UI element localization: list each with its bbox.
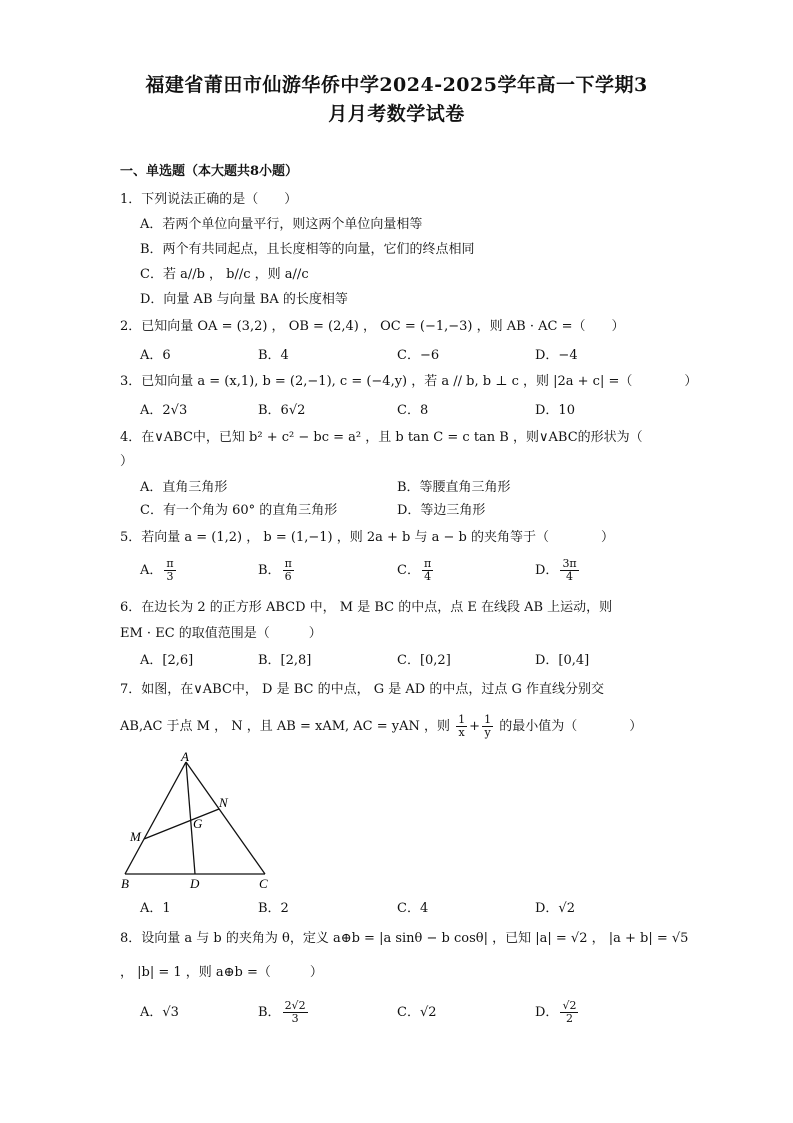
q8-option-a: A．√3 — [140, 1005, 179, 1020]
q7-option-d: D．√2 — [535, 901, 575, 916]
q5-b-numerator: π — [284, 557, 292, 570]
q5-option-c-fraction — [422, 558, 433, 583]
q5-option-d-fraction — [560, 558, 578, 583]
title-line-1: 福建省莆田市仙游华侨中学2024-2025学年高一下学期3 — [145, 74, 648, 96]
q7-stem-line-2: AB,AC 于点 M ， N ，且 AB = xAM, AC = yAN ，则 $\frac{1}{x}$ + $\frac{1}{y}$ 的最小值为（ ） — [120, 713, 643, 739]
q4-stem-line-1: 4．在∨ABC中，已知 b² + c² − bc = a² ，且 b tan C = c tan B ，则∨ABC的形状为（ — [120, 430, 643, 445]
q1-option-b: B．两个有共同起点，且长度相等的向量，它们的终点相同 — [140, 242, 475, 257]
q6-option-c: C．[0,2] — [397, 653, 451, 668]
q8-d-denominator: 2 — [565, 1012, 573, 1025]
label-d: D — [190, 876, 200, 891]
q5-d-numerator: 3π — [562, 557, 577, 570]
q6-stem-line-2: EM · EC 的取值范围是（ ） — [120, 626, 322, 641]
label-b: B — [121, 876, 129, 891]
q8-option-b — [258, 1000, 310, 1025]
q8-option-d-fraction — [560, 1000, 578, 1025]
side-ab — [125, 762, 186, 874]
label-g: G — [193, 816, 203, 831]
q3-option-d: D．10 — [535, 403, 575, 418]
q5-stem: 5．若向量 a = (1,2) ， b = (1,−1) ，则 2a + b 与 a − b 的夹角等于（ ） — [120, 530, 614, 545]
q8-stem-line-1: 8．设向量 a 与 b 的夹角为 θ，定义 a⊕b = |a sinθ − b cosθ| ，已知 |a| = √2 ， |a + b| = √5 — [120, 931, 689, 946]
q2-option-d: D．−4 — [535, 348, 578, 363]
line-mn — [144, 809, 219, 839]
q5-c-denominator: 4 — [424, 570, 432, 583]
q5-option-c-label: C． — [397, 563, 420, 578]
q6-option-b: B．[2,8] — [258, 653, 312, 668]
label-n: N — [219, 795, 228, 810]
q8-b-denominator: 3 — [291, 1012, 299, 1025]
q7-frac2-numerator: 1 — [484, 713, 492, 726]
q3-stem: 3．已知向量 a = (x,1), b = (2,−1), c = (−4,y) ，若 a // b, b ⊥ c ，则 |2a + c| =（ ） — [120, 374, 698, 389]
q7-fraction-1-over-x — [456, 714, 467, 739]
q7-option-a: A．1 — [140, 901, 171, 916]
q7-frac1-denominator: x — [458, 726, 465, 739]
q5-option-b-fraction — [283, 558, 294, 583]
q7-stem-line-1: 7．如图，在∨ABC中， D 是 BC 的中点， G 是 AD 的中点，过点 G 作直线分别交 — [120, 682, 604, 697]
q3-option-b: B．6√2 — [258, 403, 306, 418]
q4-option-a: A．直角三角形 — [140, 480, 228, 495]
q4-option-b: B．等腰直角三角形 — [397, 480, 511, 495]
q5-option-a-label: A． — [140, 563, 163, 578]
q5-a-numerator: π — [166, 557, 174, 570]
q2-stem: 2．已知向量 OA = (3,2) ， OB = (2,4) ， OC = (−1,−3) ，则 AB · AC =（ ） — [120, 319, 625, 334]
q7-frac1-numerator: 1 — [458, 713, 466, 726]
q2-option-b: B．4 — [258, 348, 289, 363]
label-a: A — [181, 752, 189, 764]
q6-option-d: D．[0,4] — [535, 653, 590, 668]
q1-option-d: D．向量 AB 与向量 BA 的长度相等 — [140, 292, 348, 307]
label-m: M — [130, 829, 141, 844]
q8-option-c: C．√2 — [397, 1005, 437, 1020]
q1-stem: 1．下列说法正确的是（ ） — [120, 192, 298, 207]
q5-a-denominator: 3 — [166, 570, 174, 583]
q6-stem-line-1: 6．在边长为 2 的正方形 ABCD 中， M 是 BC 的中点，点 E 在线段 AB 上运动，则 — [120, 600, 613, 615]
q5-option-c — [397, 558, 435, 583]
title-line-2: 月月考数学试卷 — [328, 103, 465, 125]
label-c: C — [259, 876, 268, 891]
section-heading: 一、单选题（本大题共8小题） — [120, 164, 299, 179]
q8-option-b-label: B． — [258, 1005, 281, 1020]
q7-triangle-diagram — [115, 752, 275, 892]
q2-option-c: C．−6 — [397, 348, 440, 363]
q1-option-c: C．若 a//b ， b//c ，则 a//c — [140, 267, 309, 282]
q7-stem-part-1: AB,AC 于点 M ， N ，且 AB = xAM, AC = yAN ，则 — [120, 719, 451, 734]
q8-stem-line-2: ， |b| = 1 ，则 a⊕b =（ ） — [120, 965, 323, 980]
q7-option-c: C．4 — [397, 901, 429, 916]
q8-option-b-fraction — [283, 1000, 308, 1025]
q4-stem-line-2: ） — [120, 454, 134, 469]
q8-b-numerator: 2√2 — [284, 999, 306, 1012]
q5-c-numerator: π — [423, 557, 432, 570]
q5-option-b-label: B． — [258, 563, 281, 578]
q5-option-a-fraction — [164, 558, 175, 583]
q5-option-d-label: D． — [535, 563, 559, 578]
q5-option-b — [258, 558, 296, 583]
q5-option-a — [140, 558, 178, 583]
q7-fraction-1-over-y — [482, 714, 493, 739]
q8-d-numerator: √2 — [562, 999, 577, 1012]
q4-option-d: D．等边三角形 — [397, 503, 486, 518]
q8-option-d-label: D． — [535, 1005, 559, 1020]
q7-frac2-denominator: y — [484, 726, 491, 739]
q3-option-a: A．2√3 — [140, 403, 188, 418]
q4-option-c: C．有一个角为 60° 的直角三角形 — [140, 503, 338, 518]
q1-option-a: A．若两个单位向量平行，则这两个单位向量相等 — [140, 217, 423, 232]
q6-option-a: A．[2,6] — [140, 653, 194, 668]
q5-d-denominator: 4 — [566, 570, 574, 583]
q5-option-d — [535, 558, 581, 583]
q5-b-denominator: 6 — [284, 570, 292, 583]
q7-option-b: B．2 — [258, 901, 289, 916]
q8-option-d — [535, 1000, 580, 1025]
q3-option-c: C．8 — [397, 403, 429, 418]
q7-stem-part-2: 的最小值为（ ） — [499, 719, 643, 734]
q2-option-a: A．6 — [140, 348, 171, 363]
